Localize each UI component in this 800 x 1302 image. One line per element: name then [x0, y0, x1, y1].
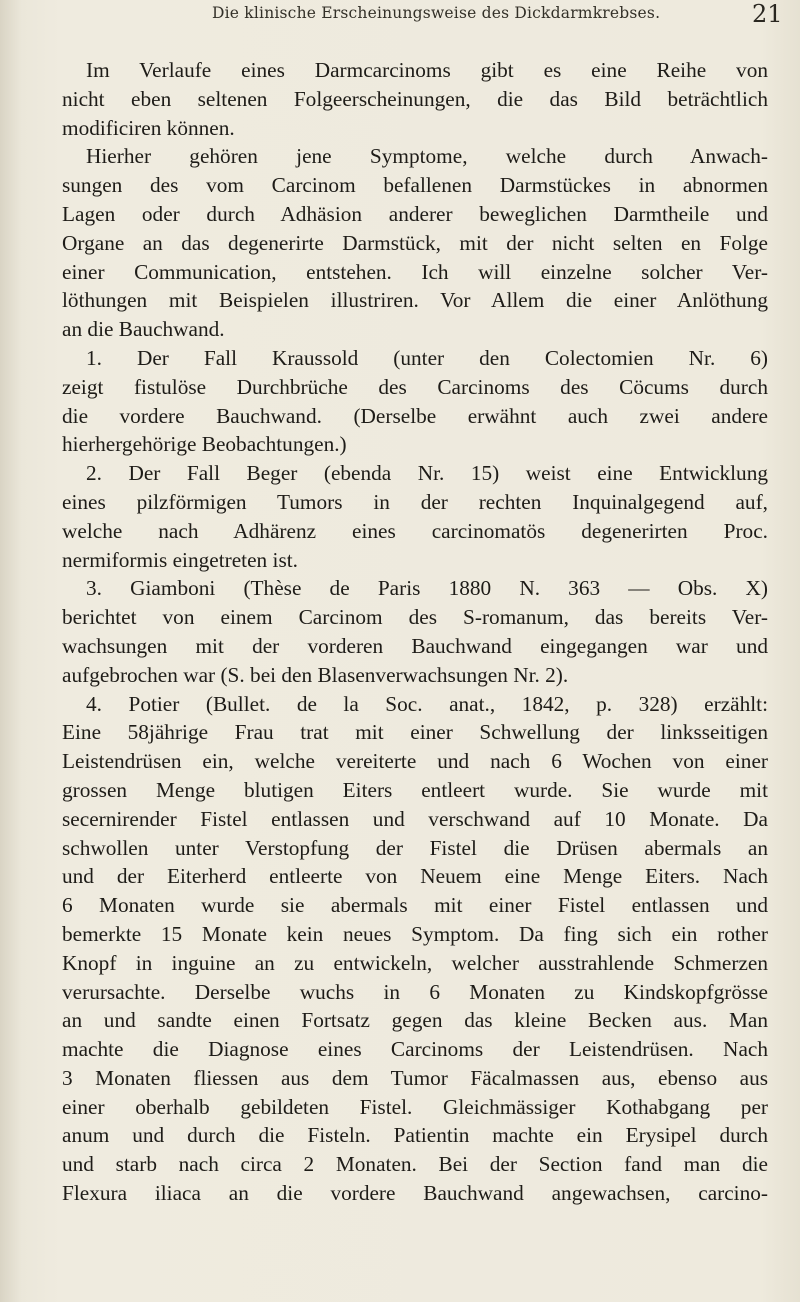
text-line: die vordere Bauchwand. (Derselbe erwähnt auch zwei andere: [62, 403, 768, 428]
text-line: Leistendrüsen ein, welche vereiterte und nach 6 Wochen von einer: [62, 749, 768, 774]
text-line: wachsungen mit der vorderen Bauchwand eingegangen war und: [62, 633, 768, 658]
text-line: an und sandte einen Fortsatz gegen das kleine Becken aus. Man: [62, 1008, 768, 1033]
text-line: Flexura iliaca an die vordere Bauchwand angewachsen, carcino-: [62, 1181, 768, 1206]
text-line: schwollen unter Verstopfung der Fistel die Drüsen abermals an: [62, 835, 768, 860]
text-line: nicht eben seltenen Folgeerscheinungen, die das Bild beträchtlich: [62, 86, 768, 111]
text-line: und der Eiterherd entleerte von Neuem eine Menge Eiters. Nach: [62, 864, 768, 889]
page-header: [0, 2, 800, 36]
text-line: 3. Giamboni (Thèse de Paris 1880 N. 363 — Obs. X): [86, 576, 768, 601]
text-line: verursachte. Derselbe wuchs in 6 Monaten zu Kindskopfgrösse: [62, 979, 768, 1004]
text-line: einer oberhalb gebildeten Fistel. Gleichmässiger Kothabgang per: [62, 1094, 768, 1119]
text-line: Knopf in inguine an zu entwickeln, welcher ausstrahlende Schmerzen: [62, 950, 768, 975]
text-line: bemerkte 15 Monate kein neues Symptom. Da fing sich ein rother: [62, 921, 768, 946]
text-line: Im Verlaufe eines Darmcarcinoms gibt es eine Reihe von: [86, 58, 768, 82]
text-line: modificiren können.: [62, 115, 235, 140]
text-line: zeigt fistulöse Durchbrüche des Carcinoms des Cöcums durch: [62, 374, 768, 399]
text-line: hierhergehörige Beobachtungen.): [62, 432, 347, 457]
running-head: Die klinische Erscheinungsweise des Dickdarmkrebses.: [212, 4, 661, 22]
text-line: Eine 58jährige Frau trat mit einer Schwellung der linksseitigen: [62, 720, 768, 745]
text-line: berichtet von einem Carcinom des S-romanum, das bereits Ver-: [62, 605, 768, 630]
text-line: Hierher gehören jene Symptome, welche durch Anwach-: [86, 144, 768, 169]
text-line: anum und durch die Fisteln. Patientin machte ein Erysipel durch: [62, 1123, 768, 1148]
text-line: aufgebrochen war (S. bei den Blasenverwachsungen Nr. 2).: [62, 662, 569, 687]
text-line: Organe an das degenerirte Darmstück, mit der nicht selten en Folge: [62, 230, 768, 255]
text-line: machte die Diagnose eines Carcinoms der Leistendrüsen. Nach: [62, 1037, 768, 1062]
text-line: welche nach Adhärenz eines carcinomatös degenerirten Proc.: [62, 518, 768, 543]
text-line: grossen Menge blutigen Eiters entleert wurde. Sie wurde mit: [62, 777, 768, 802]
text-line: 2. Der Fall Beger (ebenda Nr. 15) weist eine Entwicklung: [86, 461, 768, 486]
text-line: eines pilzförmigen Tumors in der rechten Inquinalgegend auf,: [62, 489, 768, 514]
text-line: sungen des vom Carcinom befallenen Darmstückes in abnormen: [62, 173, 768, 198]
text-line: löthungen mit Beispielen illustriren. Vor Allem die einer Anlöthung: [62, 288, 768, 313]
page-number: 21: [752, 0, 783, 28]
text-line: einer Communication, entstehen. Ich will einzelne solcher Ver-: [62, 259, 768, 284]
text-line: 3 Monaten fliessen aus dem Tumor Fäcalmassen aus, ebenso aus: [62, 1065, 768, 1090]
text-line: 6 Monaten wurde sie abermals mit einer Fistel entlassen und: [62, 893, 768, 918]
text-line: 1. Der Fall Kraussold (unter den Colectomien Nr. 6): [86, 345, 768, 370]
text-line: Lagen oder durch Adhäsion anderer beweglichen Darmtheile und: [62, 201, 768, 226]
text-line: secernirender Fistel entlassen und verschwand auf 10 Monate. Da: [62, 806, 768, 831]
text-line: und starb nach circa 2 Monaten. Bei der Section fand man die: [62, 1152, 768, 1177]
body-text: [62, 56, 768, 1208]
text-line: an die Bauchwand.: [62, 317, 225, 342]
text-line: 4. Potier (Bullet. de la Soc. anat., 1842, p. 328) erzählt:: [86, 691, 768, 716]
text-line: nermiformis eingetreten ist.: [62, 547, 298, 572]
